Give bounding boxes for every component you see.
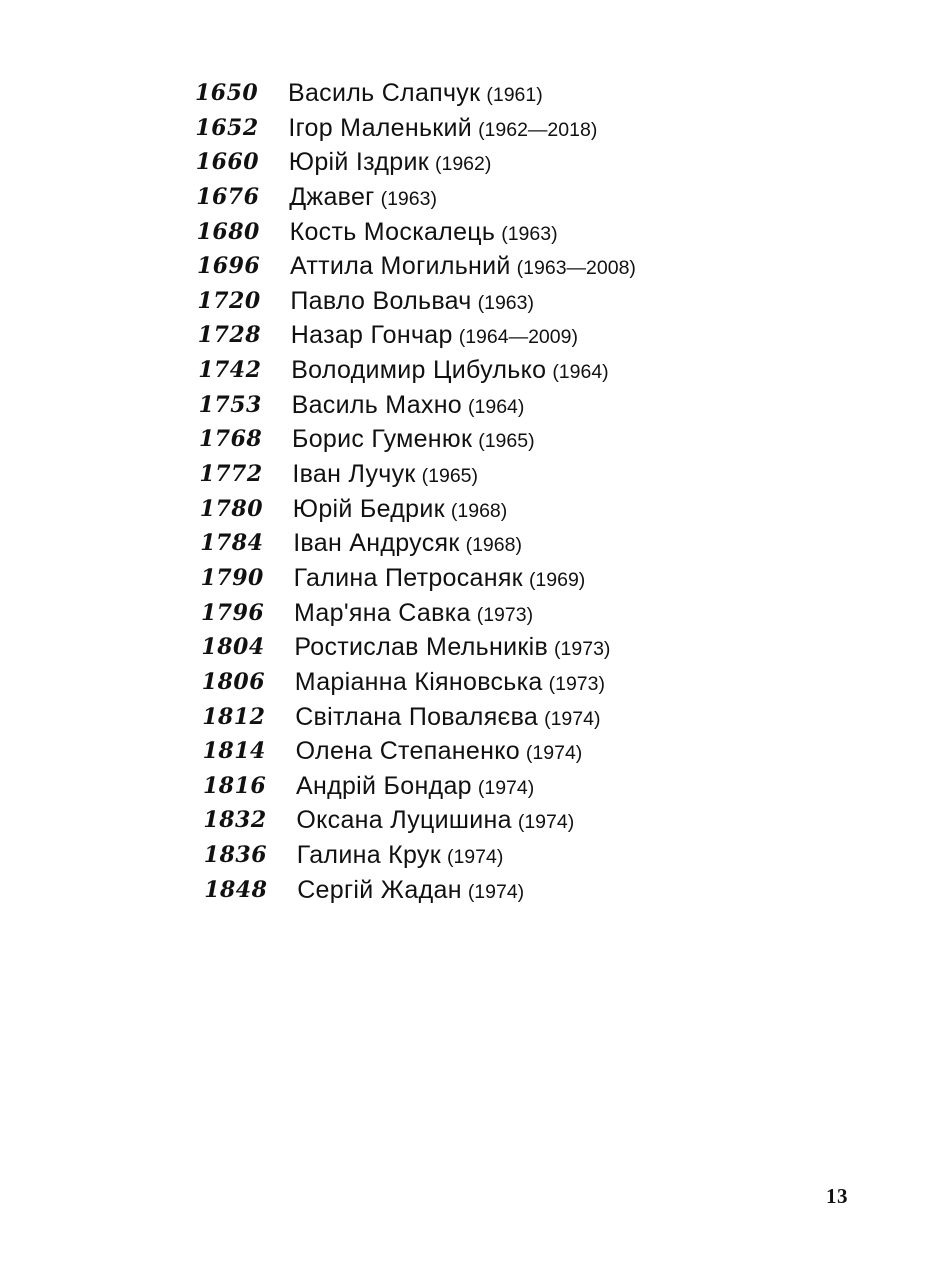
toc-entry-name: Іван Андрусяк (293, 529, 460, 558)
toc-entry-name: Назар Гончар (290, 321, 453, 350)
toc-entry-author (293, 492, 507, 529)
toc-entry-page: 1812 (202, 703, 266, 730)
toc-entry-name: Володимир Цибулько (291, 356, 547, 385)
toc-entry-author (294, 596, 533, 633)
toc-entry-page: 1680 (196, 218, 260, 245)
toc-entry-page: 1768 (199, 426, 263, 453)
toc-entry (0, 492, 940, 527)
toc-entry (0, 561, 940, 596)
toc-entry (0, 215, 940, 250)
toc-entry-page: 1784 (200, 530, 264, 557)
page-number: 13 (826, 1184, 848, 1208)
toc-entry-years: (1965) (421, 465, 479, 488)
toc-entry-page: 1696 (197, 253, 261, 280)
toc-entry-author (294, 561, 586, 598)
toc-entry (0, 353, 940, 388)
toc-entry (0, 769, 940, 804)
toc-entry-page: 1720 (197, 287, 261, 314)
toc-entry-author (290, 249, 636, 286)
toc-entry-author (292, 388, 525, 425)
toc-entry-name: Юрій Бедрик (292, 494, 445, 523)
toc-entry-name: Оксана Луцишина (296, 806, 512, 835)
toc-entry-author (295, 700, 600, 737)
toc-entry-page: 1660 (195, 149, 260, 176)
toc-entry-page: 1814 (202, 738, 266, 765)
toc-entry-name: Борис Гуменюк (292, 425, 473, 454)
toc-entry-page: 1650 (195, 80, 259, 106)
toc-entry (0, 318, 940, 353)
toc-entry (0, 630, 940, 665)
toc-entry-author (296, 734, 583, 771)
toc-entry-years: (1968) (450, 499, 508, 522)
toc-entry-name: Ростислав Мельників (294, 633, 549, 662)
toc-entry (0, 700, 940, 735)
toc-entry-years: (1962—2018) (478, 118, 598, 141)
toc-entry-years: (1964) (552, 361, 609, 384)
toc-entry-author (288, 76, 543, 113)
toc-entry-name: Павло Вольвач (290, 286, 472, 315)
toc-entry-years: (1973) (548, 672, 605, 695)
toc-entry (0, 284, 940, 319)
toc-entry-years: (1968) (465, 534, 522, 557)
toc-entry-author (290, 215, 558, 252)
toc-entry-page: 1780 (199, 495, 264, 522)
toc-entry-page: 1728 (197, 322, 262, 349)
toc-entry-years: (1969) (528, 568, 586, 591)
toc-entry-name: Галина Петросаняк (293, 563, 523, 592)
table-of-contents (0, 76, 940, 907)
toc-entry-author (296, 803, 574, 840)
toc-entry-author (288, 111, 597, 148)
toc-entry (0, 596, 940, 631)
toc-entry-page: 1742 (198, 357, 262, 384)
toc-entry-name: Кость Москалець (289, 217, 496, 246)
toc-entry-author (296, 769, 534, 806)
toc-entry-page: 1832 (203, 807, 267, 834)
toc-entry-years: (1963) (501, 222, 558, 245)
toc-entry (0, 873, 940, 908)
toc-entry (0, 526, 940, 561)
toc-entry-page: 1848 (204, 876, 268, 903)
toc-entry-years: (1963—2008) (516, 257, 636, 280)
toc-entry-years: (1974) (517, 811, 575, 834)
toc-entry (0, 180, 940, 215)
toc-entry-name: Василь Махно (291, 390, 463, 419)
toc-entry-name: Аттила Могильний (290, 252, 511, 281)
toc-entry-years: (1964) (468, 395, 525, 418)
toc-entry (0, 665, 940, 700)
toc-entry-author (297, 838, 504, 875)
toc-entry-years: (1963) (477, 291, 534, 314)
toc-entry-years: (1962) (434, 153, 492, 176)
toc-entry-author (294, 630, 610, 667)
toc-entry-author (295, 665, 605, 702)
toc-entry-page: 1790 (200, 564, 264, 591)
toc-entry-author (289, 145, 492, 182)
toc-entry-years: (1964—2009) (458, 326, 578, 349)
toc-entry-page: 1753 (198, 391, 262, 418)
toc-entry-name: Світлана Поваляєва (295, 702, 539, 731)
toc-entry-author (291, 353, 609, 390)
toc-entry-page: 1804 (201, 634, 265, 661)
toc-entry (0, 145, 940, 180)
toc-entry-name: Галина Крук (296, 841, 441, 870)
toc-entry-page: 1652 (195, 114, 259, 141)
toc-entry (0, 422, 940, 457)
toc-entry-name: Іван Лучук (292, 460, 416, 489)
toc-entry-years: (1974) (467, 880, 525, 903)
toc-entry-name: Джавег (289, 182, 375, 211)
toc-entry-author (292, 457, 478, 494)
toc-entry-author (297, 873, 524, 910)
toc-entry (0, 388, 940, 423)
toc-entry-name: Василь Слапчук (288, 79, 481, 107)
toc-entry-name: Юрій Іздрик (288, 148, 429, 177)
toc-entry-years: (1961) (486, 84, 543, 106)
toc-entry-name: Олена Степаненко (295, 737, 520, 766)
toc-entry-page: 1836 (203, 842, 268, 869)
toc-entry-name: Сергій Жадан (297, 875, 462, 904)
toc-entry (0, 457, 940, 492)
toc-entry-name: Мар'яна Савка (294, 598, 471, 627)
toc-entry-years: (1974) (477, 776, 535, 799)
toc-entry (0, 734, 940, 769)
toc-entry-page: 1772 (199, 461, 263, 488)
toc-entry-author (292, 422, 535, 459)
toc-entry-years: (1974) (525, 742, 583, 765)
toc-entry-author (291, 318, 578, 355)
toc-entry-name: Ігор Маленький (288, 113, 473, 142)
toc-entry-page: 1816 (203, 772, 267, 799)
toc-entry (0, 249, 940, 284)
toc-entry-author (290, 284, 534, 321)
toc-entry-page: 1676 (196, 183, 260, 210)
toc-entry-years: (1973) (554, 638, 611, 661)
toc-entry (0, 111, 940, 146)
toc-entry-author (293, 526, 522, 563)
toc-entry-years: (1974) (544, 707, 601, 730)
toc-entry-page: 1806 (201, 668, 266, 695)
toc-entry-years: (1965) (478, 430, 535, 453)
toc-entry-author (289, 180, 437, 217)
toc-entry-page: 1796 (201, 599, 265, 626)
toc-entry-name: Маріанна Кіяновська (294, 667, 543, 696)
toc-entry (0, 76, 940, 111)
toc-entry-years: (1973) (476, 603, 534, 626)
toc-entry-years: (1974) (446, 846, 504, 869)
toc-entry-name: Андрій Бондар (296, 771, 472, 800)
toc-entry (0, 838, 940, 873)
toc-entry-years: (1963) (380, 187, 437, 210)
toc-entry (0, 803, 940, 838)
